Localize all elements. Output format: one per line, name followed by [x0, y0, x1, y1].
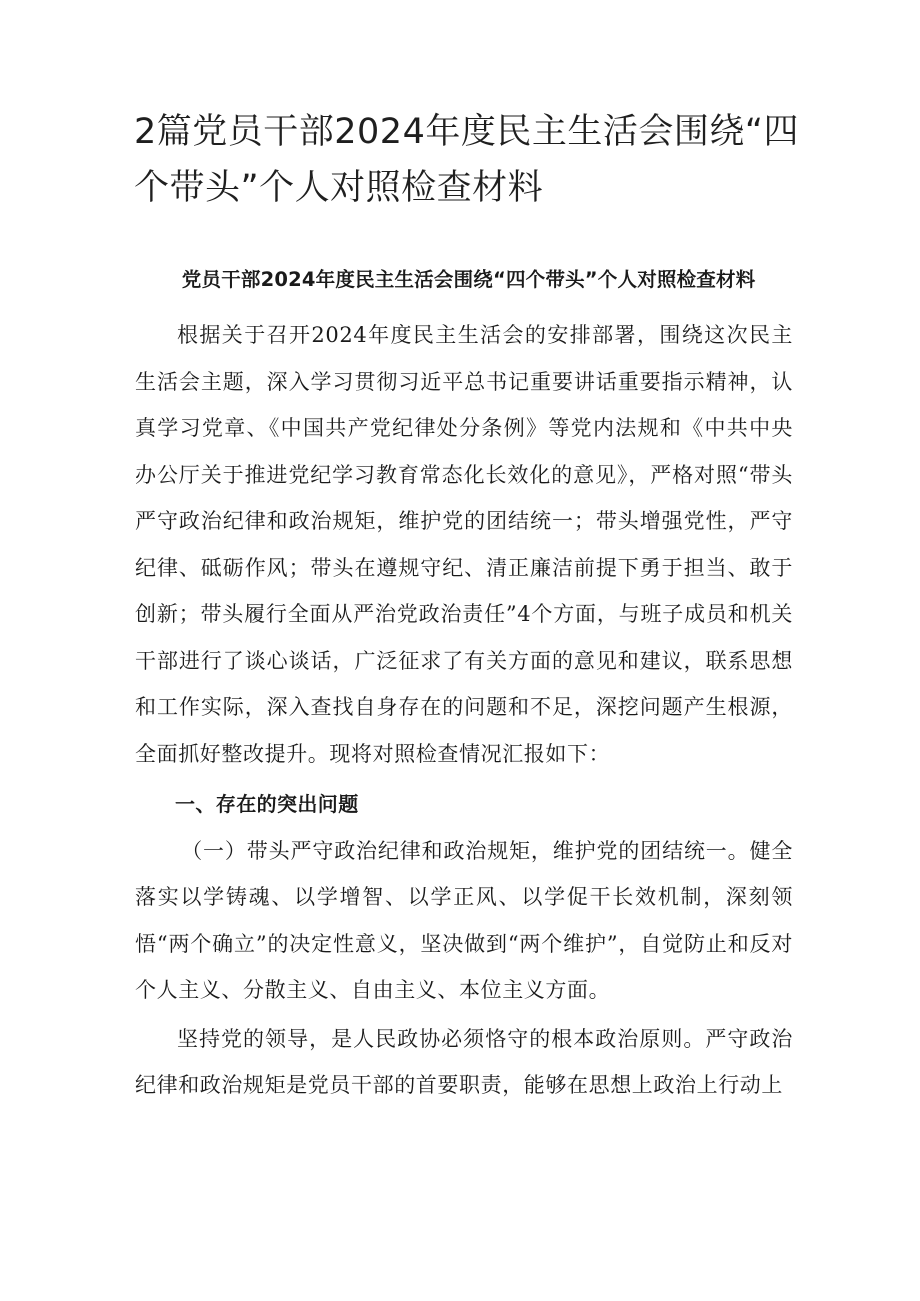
intro-paragraph: 根据关于召开2024年度民主生活会的安排部署，围绕这次民主生活会主题，深入学习贯彻习近平总书记重要讲话重要指示精神，认真学习党章、《中国共产党纪律处分条例》等党内法规和《中共中央办公厅关于推进党纪学习教育常态化长效化的意见》，严格对照“带头严守政治纪律和政治规矩，维护党的团结统一；带头增强党性，严守纪律、砥砺作风；带头在遵规守纪、清正廉洁前提下勇于担当、敢于创新；带头履行全面从严治党政治责任”4个方面，与班子成员和机关干部进行了谈心谈话，广泛征求了有关方面的意见和建议，联系思想和工作实际，深入查找自身存在的问题和不足，深挖问题产生根源，全面抓好整改提升。现将对照检查情况汇报如下： — [135, 323, 793, 766]
document-subtitle: 党员干部2024年度民主生活会围绕“四个带头”个人对照检查材料 — [181, 268, 756, 291]
document-body — [135, 254, 793, 1109]
point-one-paragraph: （一）带头严守政治纪律和政治规矩，维护党的团结统一。健全落实以学铸魂、以学增智、以学正风、以学促干长效机制，深刻领悟“两个确立”的决定性意义，坚决做到“两个维护”，自觉防止和反对个人主义、分散主义、自由主义、本位主义方面。 — [135, 838, 793, 1002]
section-heading: 一、存在的突出问题 — [175, 792, 359, 816]
body-paragraph: 坚持党的领导，是人民政协必须恪守的根本政治原则。严守政治纪律和政治规矩是党员干部的首要职责，能够在思想上政治上行动上 — [135, 1026, 793, 1097]
document-title: 2篇党员干部2024年度民主生活会围绕“四个带头”个人对照检查材料 — [134, 112, 799, 208]
